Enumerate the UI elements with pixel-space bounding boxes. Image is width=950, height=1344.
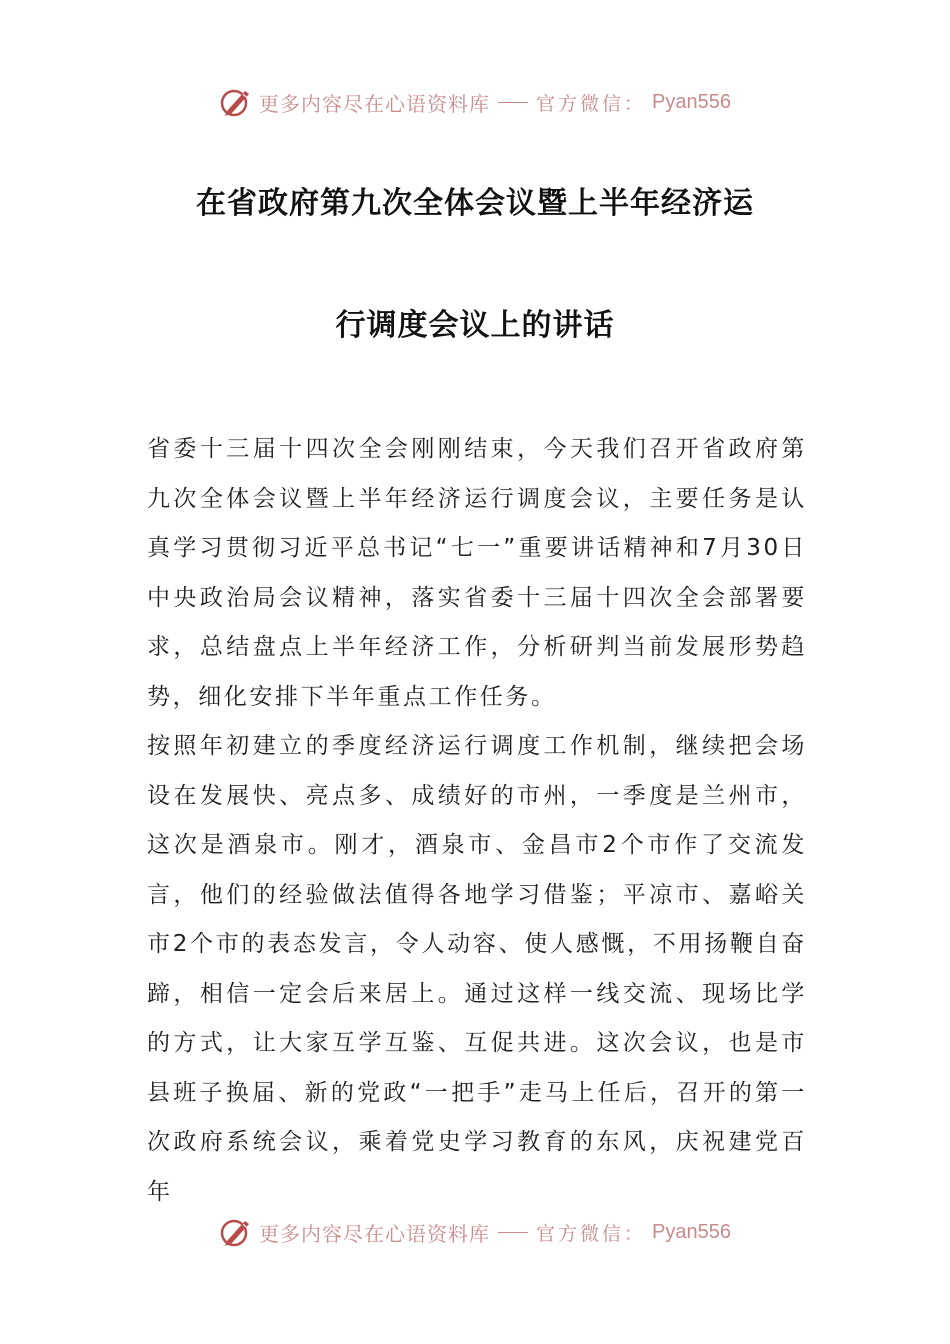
footer-banner: [0, 1210, 950, 1254]
document-body: [147, 425, 807, 1217]
page-title-line-2: 行调度会议上的讲话: [335, 308, 615, 343]
banner-wechat-id: Pyan556: [652, 1220, 731, 1243]
paragraph-1: 省委十三届十四次全会刚刚结束，今天我们召开省政府第九次全体会议暨上半年经济运行调度会议，主要任务是认真学习贯彻习近平总书记“七一”重要讲话精神和7月30日中央政治局会议精神，落实省委十三届十四次全会部署要求，总结盘点上半年经济工作，分析研判当前发展形势趋势，细化安排下半年重点工作任务。: [147, 436, 807, 710]
pen-logo-icon: [219, 85, 253, 119]
page-title-line-1: 在省政府第九次全体会议暨上半年经济运: [196, 186, 754, 221]
banner-slogan: 更多内容尽在心语资料库: [259, 91, 490, 116]
pen-logo-icon: [219, 1215, 253, 1249]
paragraph-2: 按照年初建立的季度经济运行调度工作机制，继续把会场设在发展快、亮点多、成绩好的市州，一季度是兰州市，这次是酒泉市。刚才，酒泉市、金昌市2个市作了交流发言，他们的经验做法值得各地学习借鉴；平凉市、嘉峪关市2个市的表态发言，令人动容、使人感慨，不用扬鞭自奋蹄，相信一定会后来居上。通过这样一线交流、现场比学的方式，让大家互学互鉴、互促共进。这次会议，也是市县班子换届、新的党政“一把手”走马上任后，召开的第一次政府系统会议，乘着党史学习教育的东风，庆祝建党百年: [147, 733, 807, 1205]
banner-slogan: 更多内容尽在心语资料库: [259, 1221, 490, 1246]
banner-dash: [498, 102, 528, 103]
banner-wechat-label: 官方微信：: [536, 1222, 647, 1245]
banner-dash: [498, 1232, 528, 1233]
banner-wechat-label: 官方微信：: [536, 92, 647, 115]
header-banner: [0, 80, 950, 124]
banner-wechat-id: Pyan556: [652, 90, 731, 113]
